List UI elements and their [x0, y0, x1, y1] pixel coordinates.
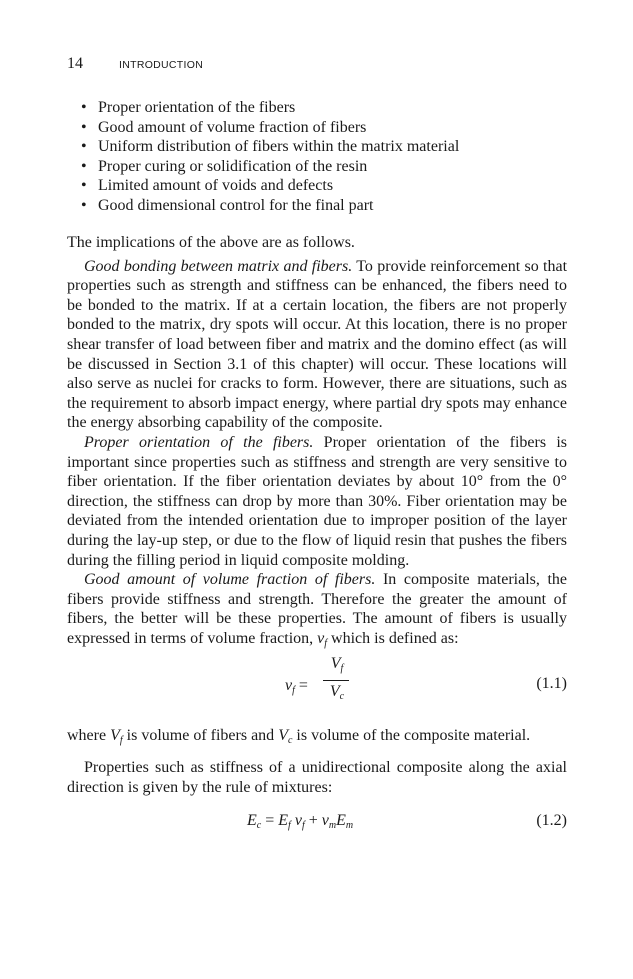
equation-lhs: $v_f$ = [285, 677, 308, 697]
paragraph-definitions: where $V_f$ is volume of fibers and $V_c$ is volume of the composite material. [67, 727, 531, 747]
list-item: • Proper orientation of the fibers [78, 98, 459, 118]
paragraph-text: To provide reinforcement so that properties such as strength and stiffness can be enhanced, the fibers need to be bonded to the matrix. If at a certain location, the fibers are not properly bonded to the matrix, dry spots will occur. At this location, there is no proper shear transfer of load between fiber and matrix and the domino effect (as will be discussed in Section 3.1 of this chapter) will occur. These locations will also serve as nuclei for cracks to form. However, there are situations, such as the requirement to absorb impact energy, where partial dry spots may enhance the energy absorbing capability of the composite. [67, 257, 568, 432]
equation-number: (1.1) [536, 675, 567, 693]
denominator: $V_c$ [329, 683, 345, 703]
symbol-vf: $v_f$ [317, 629, 328, 649]
paragraph-text: Proper orientation of the fibers is important since properties such as stiffness and strength are very sensitive to fiber orientation. If the fiber orientation deviates by about 10° from the 0° direction, the stiffness can drop by more than 30%. Fiber orientation may be deviated from the intended orientation due to improper position of the layer during the lay-up step, or due to the flow of liquid resin that pushes the fibers during the filling period in liquid composite molding. [67, 433, 567, 569]
list-item: • Limited amount of voids and defects [78, 176, 459, 196]
page-number: 14 [67, 55, 83, 72]
runin-heading: Proper orientation of the fibers. [84, 433, 314, 451]
paragraph-text: In composite materials, the fibers provide stiffness and strength. Therefore the greater the amount of fibers, the better will be these properties. The amount of fibers is usually expressed in terms of volume fraction, [67, 571, 568, 647]
runin-heading: Good amount of volume fraction of fibers. [84, 571, 376, 589]
paragraph-volume-fraction [67, 570, 567, 648]
paragraph-rule-of-mixtures: Properties such as stiffness of a unidirectional composite along the axial direction is given by the rule of mixtures: [67, 759, 567, 796]
list-item: • Uniform distribution of fibers within the matrix material [78, 137, 459, 157]
intro-paragraph: The implications of the above are as follows. [67, 234, 355, 251]
equation-1 [67, 648, 567, 718]
numerator: $V_f$ [330, 655, 344, 675]
runin-heading: Good bonding between matrix and fibers. [84, 257, 353, 275]
running-header [67, 55, 203, 73]
list-item: • Good amount of volume fraction of fibers [78, 118, 459, 138]
fraction-bar [323, 680, 349, 681]
equation-expression: $E_c = E_f$ $v_f + v_mE_m$ [247, 812, 354, 832]
equation-number: (1.2) [536, 812, 567, 830]
equation-2 [67, 809, 567, 839]
requirements-list [78, 98, 459, 215]
paragraph-tail: which is defined as: [327, 629, 459, 647]
list-item: • Good dimensional control for the final part [78, 196, 459, 216]
body-text [67, 233, 567, 839]
list-item: • Proper curing or solidification of the resin [78, 157, 459, 177]
paragraph-bonding [67, 257, 567, 433]
paragraph-orientation [67, 433, 567, 570]
running-title: INTRODUCTION [119, 59, 204, 71]
